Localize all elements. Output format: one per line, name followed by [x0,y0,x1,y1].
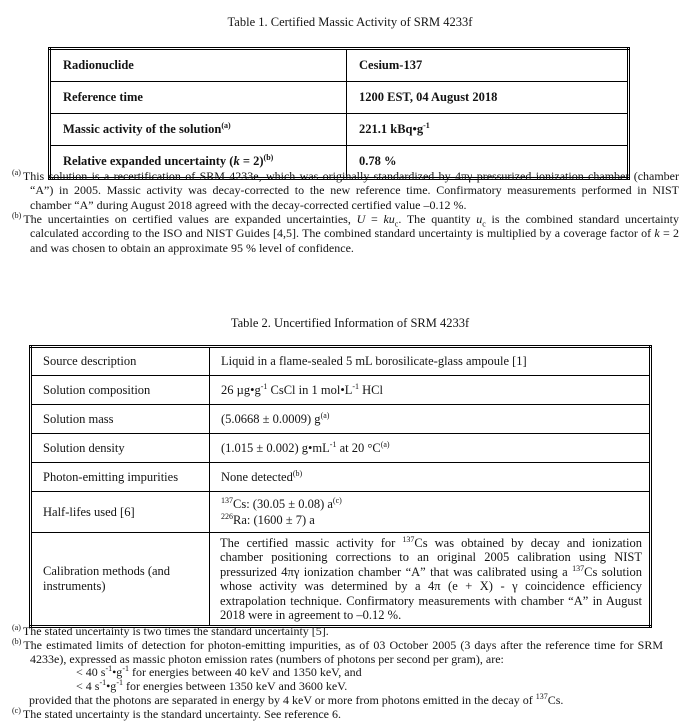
row-value: (5.0668 ± 0.0009) $g^{(a)}$ [210,405,651,434]
row-value: The certified massic activity for $^{137}$Cs was obtained by decay and ionization chamber positioning corrections to an original 2005 calibration using NIST pressurized 4πγ ionization chamber “A” that was calibrated using a $^{137}$Cs solution whose activity was determined by a 4π (e + X) - γ coincidence efficiency extrapolation technique. Confirmatory measurements with chamber “A” in August 2018 were in agreement to –0.12 %. [210,533,651,627]
table-row [31,533,651,627]
row-value: 1200 EST, 04 August 2018 [347,82,629,114]
row-value: Liquid in a flame-sealed 5 mL borosilicate-glass ampoule [1] [210,347,651,376]
footnote-table1-b [12,212,679,255]
table2-footnotes [12,625,663,722]
table-row [50,82,629,114]
row-value: Cesium-137 [347,49,629,82]
footnote-text: The stated uncertainty is two times the standard uncertainty [5]. [22,624,329,638]
row-value: 26 $\mu g•g^{-1}$ CsCl in 1 $mol•L^{-1}$ HCl [210,376,651,405]
footnote-marker: (b) [12,636,22,646]
row-value: 221.1 $kBq•g^{-1}$ [347,114,629,146]
uncertified-information-table [29,345,652,628]
footnote-table2-c [12,705,663,722]
table-row [50,49,629,82]
row-label: Calibration methods (and instruments) [31,533,210,627]
table-row [31,434,651,463]
footnote-text: This solution is a recertification of SRM 4233e, which was originally standardized by 4πγ pressurized ionization chamber (chamber “A”) in 2005. Massic activity was decay-corrected to the new reference time. Confirmatory measurements performed in NIST chamber “A” during August 2018 agreed with the decay-corrected certified value –0.12 %. [22,169,679,212]
row-value: 0.78 % [347,146,629,179]
certified-activity-table [48,47,630,180]
footnote-table1-a [12,169,679,212]
row-label: Relative expanded uncertainty (k = 2)$^{(b)}$ [50,146,347,179]
row-value: None detected$^{(b)}$ [210,463,651,492]
footnote-text: The stated uncertainty is the standard uncertainty. See reference 6. [22,706,341,721]
table-row [31,347,651,376]
table-row [31,463,651,492]
row-label: Massic activity of the solution$^{(a)}$ [50,114,347,146]
table2-title: Table 2. Uncertified Information of SRM 4233f [230,316,470,330]
footnote-table2-a [12,625,663,639]
row-value: $^{137}$Cs: (30.05 ± 0.08) $a^{(c)}$ $^{226}$Ra: (1600 ± 7) a [210,492,651,533]
footnote-table2-b-proviso: provided that the photons are separated in energy by 4 keV or more from photons emitted in the decay of $^{137}$Cs. [29,691,564,707]
row-value: (1.015 ± 0.002) $g•mL^{-1}$ at 20 $^\circ C^{(a)}$ [210,434,651,463]
footnote-text: The estimated limits of detection for photon-emitting impurities, as of 03 October 2005 (3 days after the reference time for SRM 4233e), expressed as massic photon emission rates (numbers of photons per second per gram), are: [23,637,663,666]
row-label: Solution composition [31,376,210,405]
footnote-marker: (a) [12,168,21,177]
table-row [50,114,629,146]
table1-title: Table 1. Certified Massic Activity of SRM 4233f [227,15,473,29]
row-label: Solution mass [31,405,210,434]
footnote-marker: (a) [12,623,21,632]
row-label: Photon-emitting impurities [31,463,210,492]
detection-limit-line-2: < 4 $s^{-1}•g^{-1}$ for energies between 1350 keV and 3600 keV. [76,678,348,694]
footnote-text: The uncertainties on certified values are expanded uncertainties, $U = ku_c$. The quantity $u_c$ is the combined standard uncertainty calculated according to the ISO and NIST Guides [4,5]. The combined standard uncertainty is multiplied by a coverage factor of k = 2 and was chosen to obtain an approximate 95 % level of confidence. [23,212,679,255]
row-label: Reference time [50,82,347,114]
row-label: Radionuclide [50,49,347,82]
detection-limit-line-1: < 40 $s^{-1}•g^{-1}$ for energies between 40 keV and 1350 keV, and [76,664,362,680]
row-label: Source description [31,347,210,376]
footnote-marker: (b) [12,211,22,220]
table-row [31,492,651,533]
footnote-marker: (c) [12,705,21,715]
footnote-table2-b [12,636,663,667]
table-row [31,376,651,405]
row-label: Solution density [31,434,210,463]
row-label: Half-lifes used [6] [31,492,210,533]
table-row [31,405,651,434]
